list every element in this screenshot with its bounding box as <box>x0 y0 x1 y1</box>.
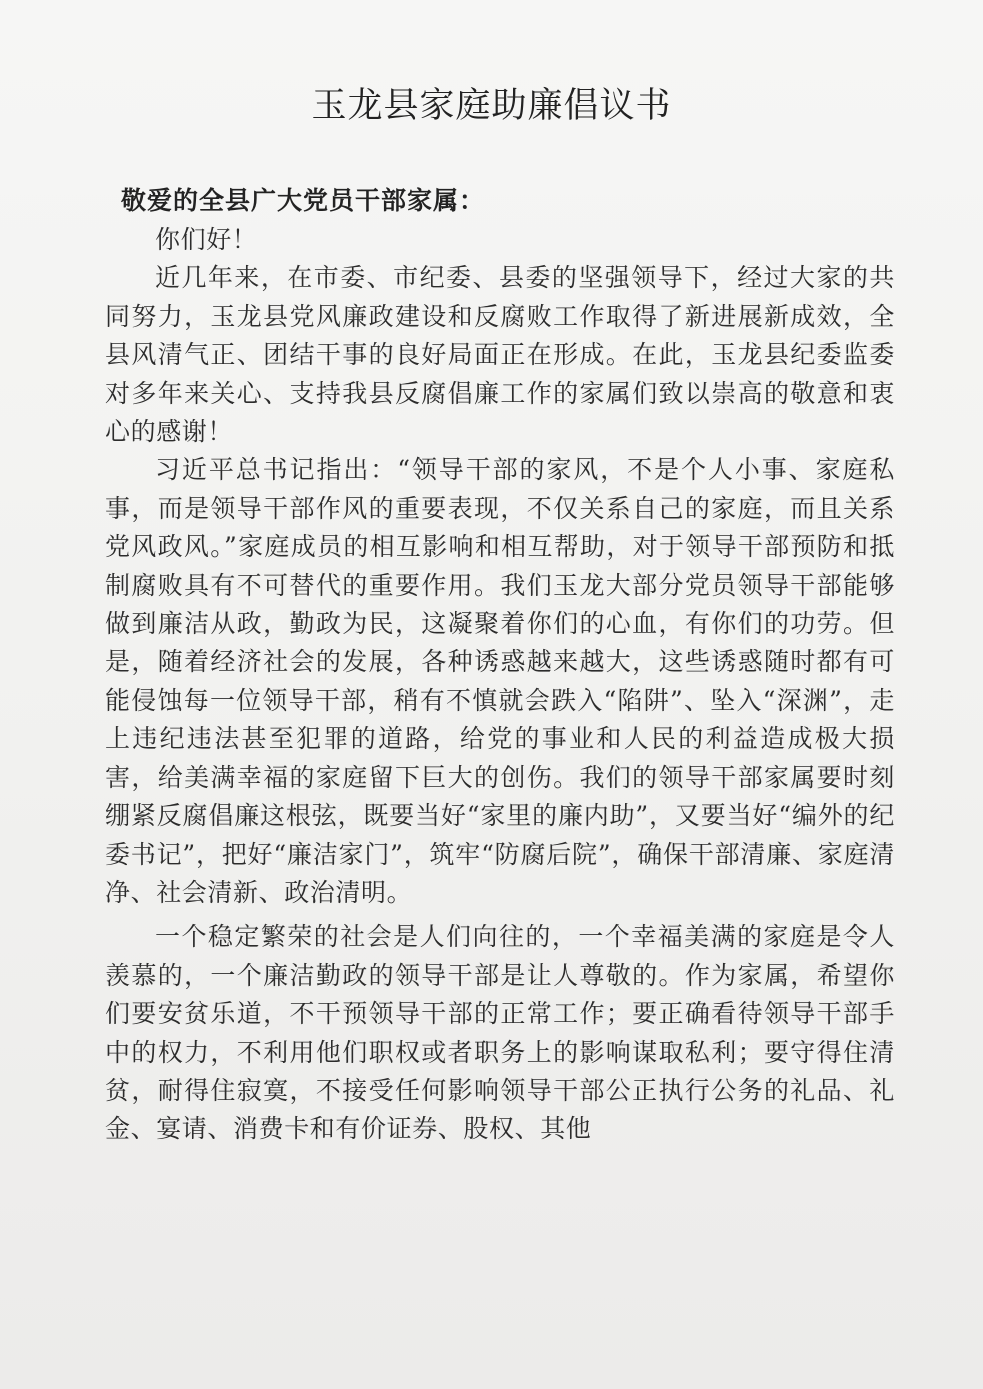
paragraph-3: 一个稳定繁荣的社会是人们向往的，一个幸福美满的家庭是令人羡慕的，一个廉洁勤政的领导干部是让人尊敬的。作为家属，希望你们要安贫乐道，不干预领导干部的正常工作；要正确看待领导干部手中的权力，不利用他们职权或者职务上的影响谋取私利；要守得住清贫，耐得住寂寞，不接受任何影响领导干部公正执行公务的礼品、礼金、宴请、消费卡和有价证券、股权、其他 <box>105 922 895 1144</box>
paragraph-2: 习近平总书记指出：“领导干部的家风，不是个人小事、家庭私事，而是领导干部作风的重要表现，不仅关系自己的家庭，而且关系党风政风。”家庭成员的相互影响和相互帮助，对于领导干部预防和抵制腐败具有不可替代的重要作用。我们玉龙大部分党员领导干部能够做到廉洁从政，勤政为民，这凝聚着你们的心血，有你们的功劳。但是，随着经济社会的发展，各种诱惑越来越大，这些诱惑随时都有可能侵蚀每一位领导干部，稍有不慎就会跌入“陷阱”、坠入“深渊”，走上违纪违法甚至犯罪的道路，给党的事业和人民的利益造成极大损害，给美满幸福的家庭留下巨大的创伤。我们的领导干部家属要时刻绷紧反腐倡廉这根弦，既要当好“家里的廉内助”，又要当好“编外的纪委书记”，把好“廉洁家门”，筑牢“防腐后院”，确保干部清廉、家庭清净、社会清新、政治清明。 <box>105 455 895 907</box>
document-title: 玉龙县家庭助廉倡议书 <box>311 86 672 126</box>
paragraph-greeting: 你们好！ <box>155 225 258 254</box>
document-body <box>105 221 895 1149</box>
paragraph-1: 近几年来，在市委、市纪委、县委的坚强领导下，经过大家的共同努力，玉龙县党风廉政建设和反腐败工作取得了新进展新成效，全县风清气正、团结干事的良好局面正在形成。在此，玉龙县纪委监委对多年来关心、支持我县反腐倡廉工作的家属们致以崇高的敬意和衷心的感谢！ <box>105 263 895 447</box>
salutation: 敬爱的全县广大党员干部家属： <box>121 186 486 215</box>
